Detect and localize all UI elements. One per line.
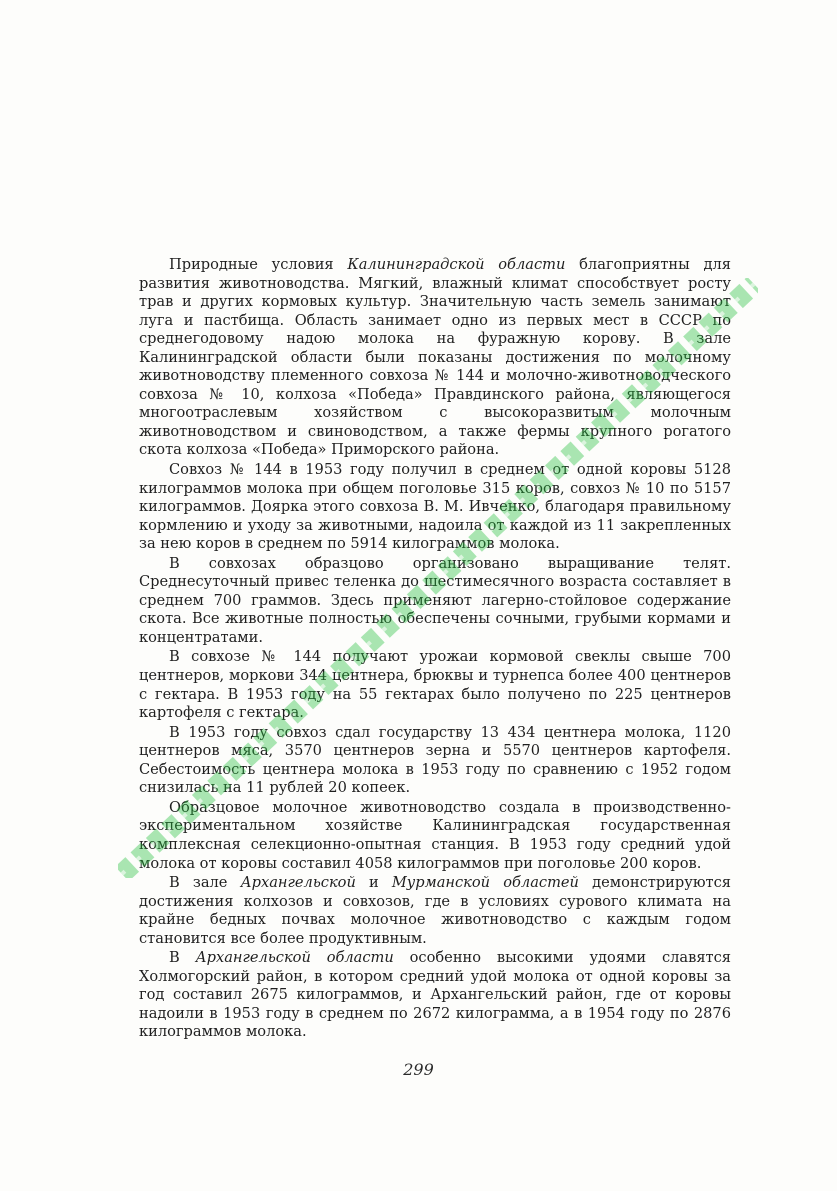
body-text bbox=[139, 256, 731, 1043]
paragraph bbox=[139, 949, 731, 1042]
text-run: В bbox=[169, 949, 196, 967]
paragraph bbox=[139, 724, 731, 798]
italic-term: Мурманской областей bbox=[391, 874, 579, 892]
paragraph bbox=[139, 799, 731, 873]
paragraph bbox=[139, 256, 731, 460]
text-run: благоприятны для развития животноводства. Мягкий, влажный климат способствует росту трав и других кормовых культур. Значительную часть земель занимают луга и пастбища. Область занимает одно из первых мест в СССР по среднегодовому надою молока на фуражную корову. В зале Калининградской области были показаны достижения по молочному животноводству племенного совхоза № 144 и молочно-животноводческого совхоза № 10, колхоза «Победа» Правдинского района, являющегося многоотраслевым хозяйством с высокоразвитым молочным животноводством и свиноводством, а также фермы крупного рогатого скота колхоза «Победа» Приморского района. bbox=[139, 256, 731, 459]
text-run: особенно высокими удоями славятся Холмогорский район, в котором средний удой молока от одной коровы за год составил 2675 килограммов, и Архангельский район, где от коровы надоили в 1953 году в среднем по 2672 килограмма, а в 1954 году по 2876 килограммов молока. bbox=[139, 949, 731, 1041]
text-run: В 1953 году совхоз сдал государству 13 434 центнера молока, 1120 центнеров мяса, 3570 центнеров зерна и 5570 центнеров картофеля. Себестоимость центнера молока в 1953 году по сравнению с 1952 годом снизилась на 11 рублей 20 копеек. bbox=[139, 723, 731, 797]
text-run: и bbox=[355, 874, 392, 892]
paragraph bbox=[139, 555, 731, 648]
text-run: В совхозах образцово организовано выращивание телят. Среднесуточный привес теленка до шестимесячного возраста составляет в среднем 700 граммов. Здесь применяют лагерно-стойловое содержание скота. Все животные полностью обеспечены сочными, грубыми кормами и концентратами. bbox=[139, 554, 731, 646]
paragraph bbox=[139, 874, 731, 948]
text-run: демонстрируются достижения колхозов и совхозов, где в условиях сурового климата на крайне бедных почвах молочное животноводство с каждым годом становится все более продуктивным. bbox=[139, 874, 731, 947]
paragraph bbox=[139, 648, 731, 722]
page-number: 299 bbox=[403, 1060, 434, 1079]
italic-term: Калининградской области bbox=[347, 256, 566, 273]
text-run: Совхоз № 144 в 1953 году получил в среднем от одной коровы 5128 килограммов молока при общем поголовье 315 коров, совхоз № 10 по 5157 килограммов. Доярка этого совхоза В. М. Ивченко, благодаря правильному кормлению и уходу за животными, надоила от каждой из 11 закрепленных за нею коров в среднем по 5914 килограммов молока. bbox=[139, 461, 731, 553]
italic-term: Архангельской bbox=[240, 874, 356, 892]
text-run: Образцовое молочное животноводство создала в производственно-экспериментальном хозяйстве Калининградская государственная комплексная селекционно-опытная станция. В 1953 году средний удой молока от коровы составил 4058 килограммов при поголовье 200 коров. bbox=[139, 798, 731, 872]
italic-term: Архангельской области bbox=[195, 949, 394, 967]
text-run: В зале bbox=[169, 874, 241, 892]
text-run: В совхозе № 144 получают урожаи кормовой свеклы свыше 700 центнеров, моркови 344 центнера, брюквы и турнепса более 400 центнеров с гектара. В 1953 году на 55 гектарах было получено по 225 центнеров картофеля с гектара. bbox=[139, 648, 731, 722]
paragraph bbox=[139, 461, 731, 554]
text-run: Природные условия bbox=[169, 256, 348, 273]
